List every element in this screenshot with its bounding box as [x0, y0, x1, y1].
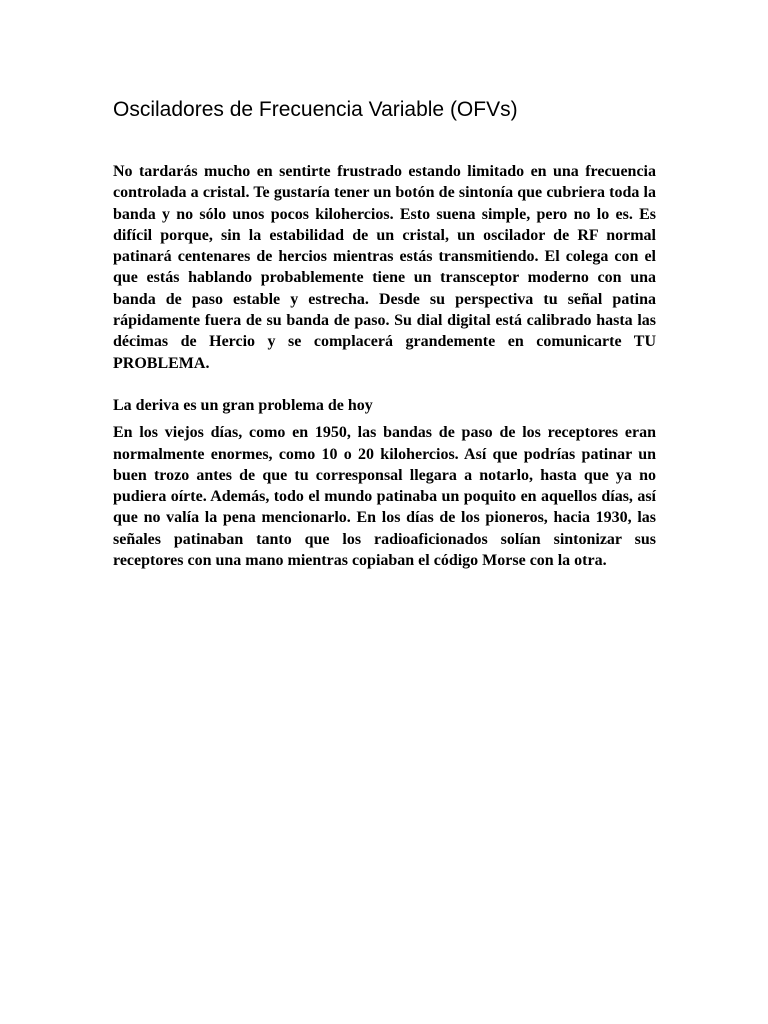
section-subheading: La deriva es un gran problema de hoy [113, 396, 373, 414]
paragraph-drift: En los viejos días, como en 1950, las bandas de paso de los receptores eran normalmente enormes, como 10 o 20 kilohercios. Así que podrías patinar un buen trozo antes de que tu corresponsal llegara a notarlo, hasta que ya no pudiera oírte. Además, todo el mundo patinaba un poquito en aquellos días, así que no valía la pena mencionarlo. En los días de los pioneros, hacia 1930, las señales patinaban tanto que los radioaficionados solían sintonizar sus receptores con una mano mientras copiaban el código Morse con la otra. [113, 424, 656, 570]
document-body [113, 161, 656, 571]
paragraph-intro: No tardarás mucho en sentirte frustrado estando limitado en una frecuencia controlada a cristal. Te gustaría tener un botón de sintonía que cubriera toda la banda y no sólo unos pocos kilohercios. Esto suena simple, pero no lo es. Es difícil porque, sin la estabilidad de un cristal, un oscilador de RF normal patinará centenares de hercios mientras estás transmitiendo. El colega con el que estás hablando probablemente tiene un transceptor moderno con una banda de paso estable y estrecha. Desde su perspectiva tu señal patina rápidamente fuera de su banda de paso. Su dial digital está calibrado hasta las décimas de Hercio y se complacerá grandemente en comunicarte TU PROBLEMA. [113, 163, 656, 372]
page-title: Osciladores de Frecuencia Variable (OFVs) [113, 98, 518, 121]
